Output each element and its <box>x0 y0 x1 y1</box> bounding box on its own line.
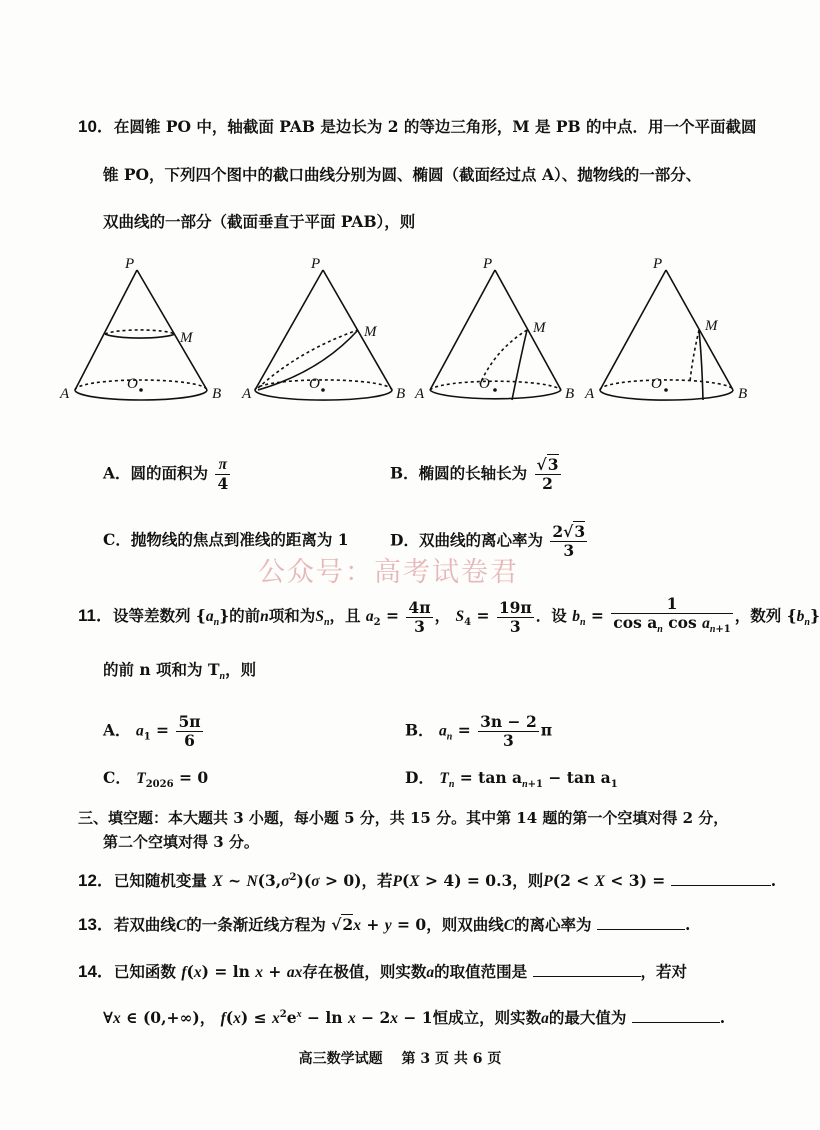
q11-line2: 的前 n 项和为 $T_n$，则 <box>103 660 257 683</box>
label-B-1: B <box>212 386 222 402</box>
watermark: 公众号：高考试卷君 <box>258 557 519 588</box>
label-O-3: O <box>479 376 490 392</box>
label-A-1: A <box>60 386 70 402</box>
q14-line2: ∀x ∈ (0,+∞)， $f(x) \le x^2e^x - \ln x - 2x - 1$恒成立，则实数a的最大值为 . <box>103 1008 726 1028</box>
label-M-4: M <box>705 318 718 334</box>
q12: 12．已知随机变量 X ~ $N(3,\sigma^2)(\sigma > 0)$，若P(X > 4) = 0.3，则P(2 < X < 3) = . <box>78 871 777 891</box>
label-P-3: P <box>483 256 493 272</box>
q10-option-d: D．双曲线的离心率为 $\frac{2√3}{3}$ <box>390 522 586 560</box>
cone-4-hyperbola-section <box>600 270 733 400</box>
q10-option-b: B．椭圆的长轴长为 $\frac{√3}{2}$ <box>390 455 559 493</box>
label-M-1: M <box>180 330 193 346</box>
label-A-2: A <box>242 386 252 402</box>
label-O-1: O <box>127 376 138 392</box>
label-O-2: O <box>309 376 320 392</box>
q13: 13．若双曲线C的一条渐近线方程为 √2x + y = 0，则双曲线C的离心率为 . <box>78 915 691 934</box>
cone-figures <box>0 250 800 410</box>
q14-answer-blank-2[interactable] <box>632 1008 720 1023</box>
q11-line1: 11．设等差数列 $\{a_n\}$的前n项和为$S_n$，且 $a_2$ = $\frac{4\pi}{3}$ ， $S_4$ = $\frac{19\pi}{3}$ ．设 $b_n$ = $\frac{1}{\cos a_n \cos a_{n+1}}$ ，数列 $\{b_n\}$ <box>78 594 820 636</box>
q14-line1: 14．已知函数 f(x) = ln x + ax存在极值，则实数a的取值范围是 ，若对 <box>78 962 688 981</box>
label-B-2: B <box>396 386 406 402</box>
q10-line1: 10．在圆锥 PO 中，轴截面 PAB 是边长为 2 的等边三角形，M 是 PB 的中点．用一个平面截圆 <box>78 117 757 136</box>
label-P-1: P <box>125 256 135 272</box>
label-B-3: B <box>565 386 575 402</box>
q10-option-a: A．圆的面积为 $\frac{\pi}{4}$ <box>103 456 229 493</box>
q11-option-b: B． $a_n$ = $\frac{3n - 2}{3}$ π <box>405 712 553 750</box>
q10-number: 10． <box>78 117 114 136</box>
label-O-4: O <box>651 376 662 392</box>
q11-option-d: D． $T_n = \tan a_{n+1} - \tan a_1$ <box>405 768 618 791</box>
q10-option-c: C．抛物线的焦点到准线的距离为 1 <box>103 530 349 549</box>
q13-answer-blank[interactable] <box>597 915 685 930</box>
label-M-2: M <box>364 324 377 340</box>
q11-option-a: A． $a_1$ = $\frac{5\pi}{6}$ <box>103 712 201 750</box>
section-3-line2: 第二个空填对得 3 分。 <box>103 833 259 851</box>
section-3-line1: 三、填空题：本大题共 3 小题，每小题 5 分，共 15 分。其中第 14 题的第一个空填对得 2 分， <box>78 809 729 827</box>
label-P-4: P <box>653 256 663 272</box>
q14-answer-blank-1[interactable] <box>533 962 641 977</box>
label-P-2: P <box>311 256 321 272</box>
label-M-3: M <box>533 320 546 336</box>
label-A-3: A <box>415 386 425 402</box>
page-footer: 高三数学试题 第 3 页 共 6 页 <box>298 1051 502 1067</box>
q10-line3: 双曲线的一部分（截面垂直于平面 PAB），则 <box>103 212 416 231</box>
q11-option-c: C． $T_{2026} = 0$ <box>103 768 209 791</box>
label-B-4: B <box>738 386 748 402</box>
label-A-4: A <box>585 386 595 402</box>
q10-line2: 锥 PO，下列四个图中的截口曲线分别为圆、椭圆（截面经过点 A）、抛物线的一部分、 <box>103 165 702 184</box>
q12-answer-blank[interactable] <box>671 871 771 886</box>
